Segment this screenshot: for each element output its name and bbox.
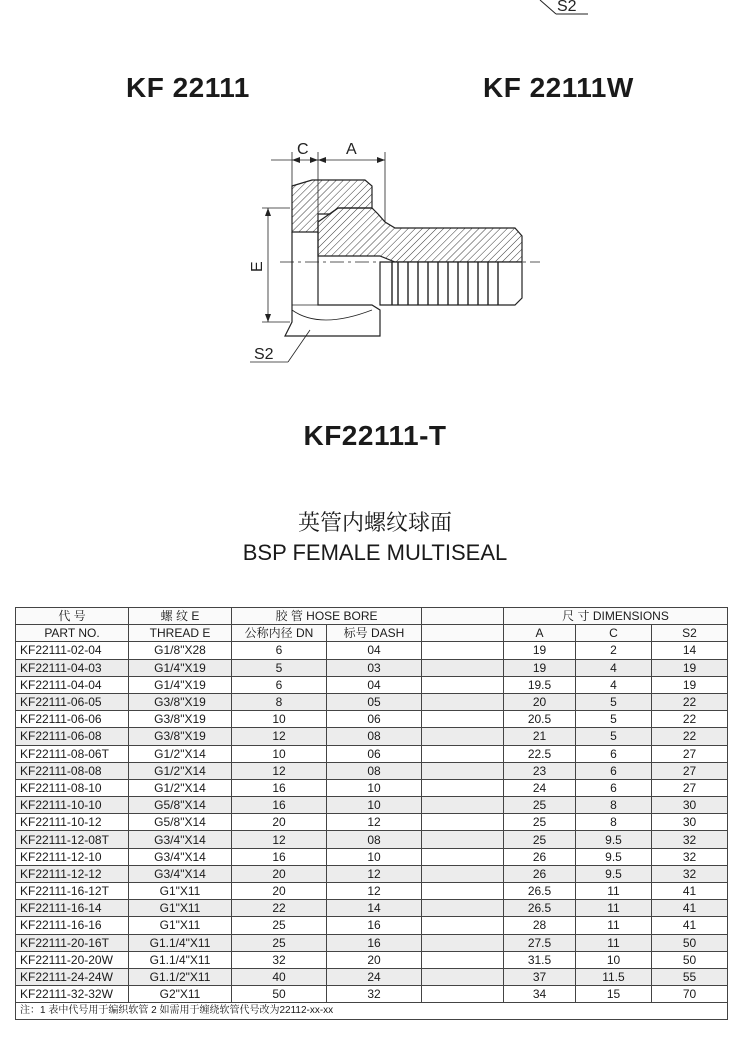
cell-dash: 08 — [327, 831, 422, 848]
cell-a: 21 — [504, 728, 576, 745]
cell-thread: G3/8"X19 — [129, 711, 232, 728]
cell-a: 26 — [504, 865, 576, 882]
table-note-row — [16, 1003, 728, 1020]
cell-c: 5 — [576, 711, 652, 728]
cell-dash: 04 — [327, 676, 422, 693]
cell-blank — [422, 659, 504, 676]
cell-blank — [422, 711, 504, 728]
cell-thread: G3/8"X19 — [129, 693, 232, 710]
cell-thread: G1/8"X28 — [129, 642, 232, 659]
cell-thread: G1"X11 — [129, 900, 232, 917]
cell-c: 4 — [576, 659, 652, 676]
cell-s2: 22 — [652, 711, 728, 728]
cell-part: KF22111-04-03 — [16, 659, 129, 676]
cell-dn: 20 — [232, 865, 327, 882]
cell-part: KF22111-10-10 — [16, 797, 129, 814]
table-row — [16, 934, 728, 951]
cell-a: 24 — [504, 779, 576, 796]
cell-dash: 08 — [327, 728, 422, 745]
cell-dn: 40 — [232, 968, 327, 985]
cell-a: 26.5 — [504, 900, 576, 917]
cell-c: 15 — [576, 986, 652, 1003]
cell-s2: 22 — [652, 693, 728, 710]
model-title-left: KF 22111 — [126, 72, 250, 103]
cell-part: KF22111-20-20W — [16, 951, 129, 968]
cell-a: 34 — [504, 986, 576, 1003]
cell-thread: G3/4"X14 — [129, 865, 232, 882]
cell-blank — [422, 676, 504, 693]
title-english: BSP FEMALE MULTISEAL — [242, 540, 508, 565]
cell-c: 11 — [576, 917, 652, 934]
cell-dn: 12 — [232, 831, 327, 848]
cell-dn: 5 — [232, 659, 327, 676]
table-note: 注：1 表中代号用于编织软管 2 如需用于缠绕软管代号改为22112-xx-xx — [16, 1003, 728, 1020]
cell-a: 37 — [504, 968, 576, 985]
cell-part: KF22111-20-16T — [16, 934, 129, 951]
cell-a: 28 — [504, 917, 576, 934]
cell-s2: 27 — [652, 779, 728, 796]
cell-part: KF22111-06-08 — [16, 728, 129, 745]
table-row — [16, 728, 728, 745]
cell-part: KF22111-08-08 — [16, 762, 129, 779]
table-row — [16, 693, 728, 710]
cell-dash: 06 — [327, 711, 422, 728]
cell-c: 5 — [576, 693, 652, 710]
cell-s2: 22 — [652, 728, 728, 745]
cell-thread: G1/2"X14 — [129, 762, 232, 779]
cell-s2: 30 — [652, 814, 728, 831]
cell-part: KF22111-10-12 — [16, 814, 129, 831]
top-s2-callout — [540, 0, 588, 15]
cell-s2: 32 — [652, 865, 728, 882]
cell-blank — [422, 848, 504, 865]
cell-thread: G1"X11 — [129, 917, 232, 934]
cell-dn: 10 — [232, 711, 327, 728]
cell-dn: 32 — [232, 951, 327, 968]
cell-a: 19 — [504, 659, 576, 676]
cell-a: 20.5 — [504, 711, 576, 728]
cell-dn: 25 — [232, 934, 327, 951]
header-hose-bore: 胶 管 HOSE BORE — [232, 608, 422, 625]
cell-dash: 12 — [327, 814, 422, 831]
spec-table — [15, 607, 728, 1020]
cell-part: KF22111-16-16 — [16, 917, 129, 934]
cell-part: KF22111-08-06T — [16, 745, 129, 762]
label-a: A — [346, 141, 357, 158]
cell-dn: 25 — [232, 917, 327, 934]
top-s2-label: S2 — [557, 0, 577, 15]
s2-callout — [250, 330, 310, 363]
cell-thread: G5/8"X14 — [129, 814, 232, 831]
cell-s2: 30 — [652, 797, 728, 814]
cell-c: 11 — [576, 883, 652, 900]
table-row — [16, 986, 728, 1003]
cell-thread: G1/4"X19 — [129, 659, 232, 676]
cell-dn: 12 — [232, 728, 327, 745]
cell-s2: 14 — [652, 642, 728, 659]
cell-s2: 70 — [652, 986, 728, 1003]
cell-dn: 22 — [232, 900, 327, 917]
cell-thread: G1/4"X19 — [129, 676, 232, 693]
cell-blank — [422, 642, 504, 659]
cell-thread: G1"X11 — [129, 883, 232, 900]
cell-c: 8 — [576, 814, 652, 831]
cell-dash: 12 — [327, 865, 422, 882]
cell-dn: 20 — [232, 883, 327, 900]
cell-dash: 04 — [327, 642, 422, 659]
cell-c: 5 — [576, 728, 652, 745]
table-row — [16, 711, 728, 728]
cell-thread: G3/8"X19 — [129, 728, 232, 745]
cell-c: 9.5 — [576, 831, 652, 848]
header-part-no: PART NO. — [16, 625, 129, 642]
cell-c: 8 — [576, 797, 652, 814]
cell-a: 26.5 — [504, 883, 576, 900]
cell-thread: G1.1/4"X11 — [129, 934, 232, 951]
cell-a: 26 — [504, 848, 576, 865]
cell-s2: 41 — [652, 883, 728, 900]
cell-c: 6 — [576, 762, 652, 779]
cell-dn: 16 — [232, 779, 327, 796]
cell-part: KF22111-02-04 — [16, 642, 129, 659]
cell-c: 11 — [576, 934, 652, 951]
cell-dash: 10 — [327, 779, 422, 796]
cell-c: 2 — [576, 642, 652, 659]
cell-dash: 16 — [327, 934, 422, 951]
cell-blank — [422, 968, 504, 985]
header-thread-cn: 螺 纹 E — [129, 608, 232, 625]
cell-blank — [422, 865, 504, 882]
cell-blank — [422, 797, 504, 814]
cell-s2: 41 — [652, 900, 728, 917]
cell-dash: 12 — [327, 883, 422, 900]
cell-part: KF22111-06-06 — [16, 711, 129, 728]
table-row — [16, 659, 728, 676]
header-blank — [422, 608, 504, 625]
table-row — [16, 762, 728, 779]
cell-c: 10 — [576, 951, 652, 968]
nut-section — [285, 180, 380, 336]
cell-dn: 6 — [232, 676, 327, 693]
cell-dash: 32 — [327, 986, 422, 1003]
table-row — [16, 968, 728, 985]
cell-blank — [422, 779, 504, 796]
cell-blank — [422, 693, 504, 710]
model-title-center: KF22111-T — [303, 420, 447, 451]
cell-part: KF22111-12-10 — [16, 848, 129, 865]
cell-blank — [422, 900, 504, 917]
header-s2: S2 — [652, 625, 728, 642]
table-header-row-1 — [16, 608, 728, 625]
cell-dn: 20 — [232, 814, 327, 831]
cell-dash: 05 — [327, 693, 422, 710]
cell-dash: 16 — [327, 917, 422, 934]
cell-c: 11.5 — [576, 968, 652, 985]
cell-dn: 10 — [232, 745, 327, 762]
table-row — [16, 865, 728, 882]
cell-blank — [422, 883, 504, 900]
table-row — [16, 797, 728, 814]
cell-dn: 8 — [232, 693, 327, 710]
fitting-drawing — [0, 0, 750, 400]
cell-a: 19.5 — [504, 676, 576, 693]
cell-s2: 50 — [652, 951, 728, 968]
table-row — [16, 745, 728, 762]
cell-part: KF22111-04-04 — [16, 676, 129, 693]
cell-blank — [422, 986, 504, 1003]
cell-thread: G1/2"X14 — [129, 745, 232, 762]
cell-part: KF22111-24-24W — [16, 968, 129, 985]
cell-part: KF22111-16-14 — [16, 900, 129, 917]
header-dash: 标号 DASH — [327, 625, 422, 642]
cell-blank — [422, 831, 504, 848]
cell-c: 6 — [576, 779, 652, 796]
cell-s2: 27 — [652, 762, 728, 779]
cell-s2: 55 — [652, 968, 728, 985]
cell-part: KF22111-06-05 — [16, 693, 129, 710]
cell-s2: 32 — [652, 831, 728, 848]
cell-dash: 20 — [327, 951, 422, 968]
cell-part: KF22111-32-32W — [16, 986, 129, 1003]
cell-part: KF22111-08-10 — [16, 779, 129, 796]
cell-thread: G3/4"X14 — [129, 848, 232, 865]
cell-dash: 10 — [327, 848, 422, 865]
cell-blank — [422, 745, 504, 762]
table-row — [16, 642, 728, 659]
label-c: C — [297, 141, 309, 158]
cell-dash: 10 — [327, 797, 422, 814]
cell-a: 31.5 — [504, 951, 576, 968]
cell-dn: 16 — [232, 797, 327, 814]
cell-dash: 08 — [327, 762, 422, 779]
header-thread: THREAD E — [129, 625, 232, 642]
cell-c: 6 — [576, 745, 652, 762]
cell-dash: 06 — [327, 745, 422, 762]
cell-c: 11 — [576, 900, 652, 917]
header-a: A — [504, 625, 576, 642]
cell-a: 25 — [504, 797, 576, 814]
table-row — [16, 883, 728, 900]
stem-section — [318, 208, 522, 305]
cell-dn: 50 — [232, 986, 327, 1003]
cell-thread: G3/4"X14 — [129, 831, 232, 848]
table-row — [16, 917, 728, 934]
cell-dash: 24 — [327, 968, 422, 985]
cell-dn: 6 — [232, 642, 327, 659]
header-dn: 公称内径 DN — [232, 625, 327, 642]
cell-blank — [422, 934, 504, 951]
cell-blank — [422, 951, 504, 968]
cell-s2: 27 — [652, 745, 728, 762]
cell-s2: 41 — [652, 917, 728, 934]
cell-dash: 03 — [327, 659, 422, 676]
cell-a: 27.5 — [504, 934, 576, 951]
cell-blank — [422, 917, 504, 934]
cell-part: KF22111-12-08T — [16, 831, 129, 848]
cell-thread: G1.1/2"X11 — [129, 968, 232, 985]
header-c: C — [576, 625, 652, 642]
cell-part: KF22111-16-12T — [16, 883, 129, 900]
table-row — [16, 814, 728, 831]
cell-thread: G1/2"X14 — [129, 779, 232, 796]
table-row — [16, 848, 728, 865]
header-part-cn: 代 号 — [16, 608, 129, 625]
cell-part: KF22111-12-12 — [16, 865, 129, 882]
cell-a: 25 — [504, 831, 576, 848]
header-blank-2 — [422, 625, 504, 642]
cell-a: 19 — [504, 642, 576, 659]
cell-s2: 50 — [652, 934, 728, 951]
table-row — [16, 900, 728, 917]
table-row — [16, 779, 728, 796]
cell-s2: 19 — [652, 676, 728, 693]
title-chinese: 英管内螺纹球面 — [297, 511, 452, 536]
table-row — [16, 831, 728, 848]
cell-thread: G1.1/4"X11 — [129, 951, 232, 968]
cell-a: 25 — [504, 814, 576, 831]
table-row — [16, 951, 728, 968]
cell-dn: 16 — [232, 848, 327, 865]
cell-blank — [422, 762, 504, 779]
header-dimensions: 尺 寸 DIMENSIONS — [504, 608, 728, 625]
cell-dash: 14 — [327, 900, 422, 917]
label-e: E — [249, 261, 266, 272]
cell-a: 22.5 — [504, 745, 576, 762]
table-row — [16, 676, 728, 693]
cell-thread: G2"X11 — [129, 986, 232, 1003]
cell-c: 4 — [576, 676, 652, 693]
label-s2: S2 — [254, 346, 274, 363]
cell-blank — [422, 728, 504, 745]
model-title-right: KF 22111W — [483, 72, 634, 103]
cell-c: 9.5 — [576, 848, 652, 865]
cell-a: 23 — [504, 762, 576, 779]
table-header-row-2 — [16, 625, 728, 642]
cell-thread: G5/8"X14 — [129, 797, 232, 814]
cell-dn: 12 — [232, 762, 327, 779]
cell-c: 9.5 — [576, 865, 652, 882]
cell-blank — [422, 814, 504, 831]
cell-s2: 32 — [652, 848, 728, 865]
cell-s2: 19 — [652, 659, 728, 676]
cell-a: 20 — [504, 693, 576, 710]
